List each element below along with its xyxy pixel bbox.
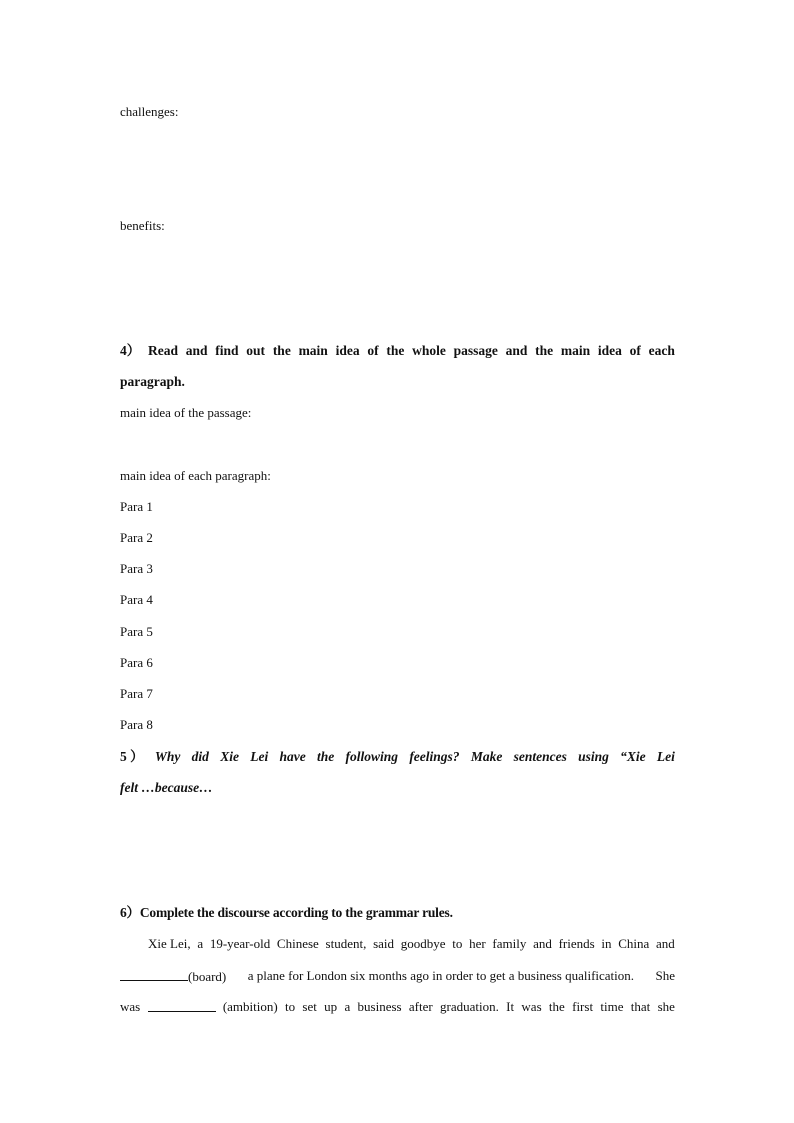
- q6-word: a: [197, 936, 204, 951]
- q4-number: 4）: [120, 343, 141, 358]
- para-3-label: Para 3: [120, 561, 153, 576]
- para-2-label: Para 2: [120, 530, 153, 545]
- q5-word: Lei: [250, 749, 269, 764]
- q6-word: that: [630, 999, 651, 1014]
- q6-line2-end: She: [655, 968, 675, 983]
- q4-word: of: [629, 343, 641, 358]
- q5-word: Xie: [220, 749, 239, 764]
- q5-word: following: [345, 749, 399, 764]
- q6-word: after: [408, 999, 433, 1014]
- q5-prompt-line1: [120, 749, 675, 765]
- q6-word: 19-year-old: [209, 936, 271, 951]
- q4-word: whole: [412, 343, 446, 358]
- q6-word: in: [601, 936, 612, 951]
- q6-blank-1-group: [120, 968, 226, 985]
- q6-word: up: [324, 999, 338, 1014]
- q4-word: idea: [335, 343, 360, 358]
- hint-board: (board): [188, 969, 227, 984]
- q4-word: the: [386, 343, 405, 358]
- q6-word: time: [600, 999, 624, 1014]
- q5-word: Why: [154, 749, 181, 764]
- q4-prompt-line2: paragraph.: [120, 374, 185, 389]
- q5-word: have: [279, 749, 306, 764]
- benefits-label: benefits:: [120, 218, 165, 233]
- q4-word: of: [367, 343, 379, 358]
- para-7-label: Para 7: [120, 686, 153, 701]
- q6-word: the: [548, 999, 565, 1014]
- para-8-label: Para 8: [120, 717, 153, 732]
- q4-word: Read: [148, 343, 178, 358]
- q6-text-line1: [120, 936, 675, 952]
- q6-word: set: [302, 999, 317, 1014]
- q6-word: It: [506, 999, 515, 1014]
- q5-prompt-line2: felt …because…: [120, 780, 213, 795]
- q6-line2-text: a plane for London six months ago in order to get a business qualification.: [247, 968, 635, 983]
- q6-word: she: [657, 999, 675, 1014]
- q5-number: 5 ）: [120, 749, 144, 764]
- q4-word: passage: [453, 343, 498, 358]
- q6-word: goodbye: [400, 936, 446, 951]
- blank-2[interactable]: [148, 999, 216, 1012]
- q5-word: sentences: [513, 749, 567, 764]
- q4-word: the: [535, 343, 554, 358]
- q6-text-line2: [120, 968, 675, 985]
- q5-word: using: [578, 749, 609, 764]
- q6-word: and: [656, 936, 675, 951]
- q6-text-line3: [120, 999, 675, 1015]
- q6-word: said: [373, 936, 395, 951]
- q6-line3-start: was: [120, 999, 141, 1014]
- q4-word: idea: [597, 343, 622, 358]
- q4-word: and: [505, 343, 528, 358]
- q4-prompt-line1: [120, 343, 675, 359]
- q4-word: each: [648, 343, 675, 358]
- q6-word: her: [469, 936, 486, 951]
- q5-word: “Xie: [620, 749, 646, 764]
- q5-word: feelings?: [409, 749, 460, 764]
- q6-word: China: [618, 936, 650, 951]
- q4-word: out: [246, 343, 266, 358]
- q6-word: first: [572, 999, 594, 1014]
- q6-word: was: [521, 999, 542, 1014]
- q6-word: student,: [325, 936, 367, 951]
- para-4-label: Para 4: [120, 592, 153, 607]
- challenges-label: challenges:: [120, 104, 179, 119]
- q5-word: did: [191, 749, 209, 764]
- q6-word: to: [285, 999, 296, 1014]
- main-idea-each-label: main idea of each paragraph:: [120, 468, 271, 483]
- q6-word: and: [533, 936, 552, 951]
- q4-word: and: [185, 343, 208, 358]
- para-1-label: Para 1: [120, 499, 153, 514]
- para-5-label: Para 5: [120, 624, 153, 639]
- q6-word: friends: [558, 936, 595, 951]
- q5-word: the: [317, 749, 335, 764]
- q6-title: 6）Complete the discourse according to the grammar rules.: [120, 905, 453, 920]
- q4-word: main: [298, 343, 328, 358]
- q6-word: Chinese: [276, 936, 319, 951]
- q4-word: the: [272, 343, 291, 358]
- q6-word: to: [452, 936, 463, 951]
- hint-ambition: (ambition): [222, 999, 278, 1014]
- q6-word: a: [344, 999, 351, 1014]
- q6-word: graduation.: [440, 999, 499, 1014]
- q4-word: main: [560, 343, 591, 358]
- q6-word: family: [492, 936, 527, 951]
- q5-word: Make: [470, 749, 503, 764]
- q6-word: business: [357, 999, 402, 1014]
- q5-word: Lei: [656, 749, 675, 764]
- blank-1[interactable]: [120, 968, 188, 981]
- para-6-label: Para 6: [120, 655, 153, 670]
- q4-word: find: [215, 343, 239, 358]
- q6-word: Xie Lei,: [148, 936, 191, 951]
- main-idea-passage-label: main idea of the passage:: [120, 405, 252, 420]
